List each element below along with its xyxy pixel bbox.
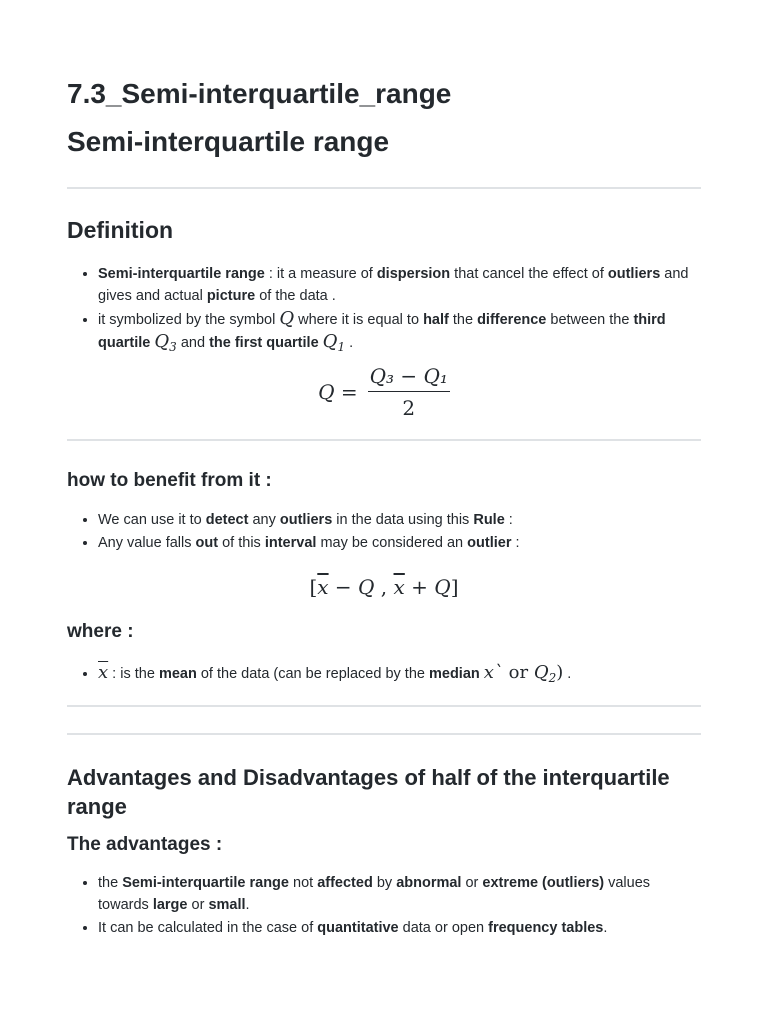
xbar-symbol: $\overline{x}$ [317,575,329,599]
text: values towards [98,875,651,913]
page-subtitle: Semi-interquartile range [67,126,390,157]
interval-right: $\overline{x} + Q$ [393,575,451,599]
fraction-denominator: 2 [402,396,416,420]
math-letter: Q [533,662,549,683]
text: of the data . [255,288,336,304]
term: outliers [607,266,661,282]
text: may be considered an [316,535,468,551]
term: interval [264,535,317,551]
math-symbol [534,662,556,683]
text: the [448,312,478,328]
text: . [563,666,572,682]
definition-list [67,263,701,354]
term: small [208,897,246,913]
subsection-heading-advantages: The advantages : [67,834,223,855]
text: any [248,512,280,528]
list-item [98,509,701,531]
term: affected [317,875,373,891]
section-heading-advantages-disadvantages: Advantages and Disadvantages of half of the interquartile range [67,765,670,819]
formula-lhs: Q = [318,380,358,404]
text: that cancel the effect of [450,266,608,282]
text: : [511,535,520,551]
section-heading-definition: Definition [67,217,174,243]
divider [67,187,701,189]
term: Rule [473,512,505,528]
section-heading-where: where : [67,621,134,642]
term: Semi-interquartile range [122,875,289,891]
interval-separator: , [374,575,394,599]
text: data or open [398,920,489,936]
text: by [372,875,397,891]
list-item [98,872,701,916]
term: quantitative [317,920,399,936]
math-word: or [502,662,534,683]
interval-left: $\overline{x} - Q$ [317,575,375,599]
bracket-close: ] [450,575,459,599]
xbar-symbol: $\overline{x}$ [393,575,405,599]
math-subscript: 1 [337,340,346,354]
term: Semi-interquartile range [98,266,265,282]
fraction [368,364,450,420]
term: third quartile [98,312,666,351]
term: difference [477,312,547,328]
divider [67,733,701,735]
text: : it a measure of [264,266,377,282]
text: and gives and actual [98,266,689,304]
text: in the data using this [332,512,474,528]
term: detect [205,512,249,528]
list-item [98,308,701,354]
xbar-symbol: $\overline{x}$ [98,662,109,683]
math-symbol: x` [483,662,503,683]
formula-interval [67,572,701,602]
section-heading-benefit: how to benefit from it : [67,470,272,491]
text: it symbolized by the symbol [98,312,280,328]
math-symbol [323,331,345,352]
term: abnormal [396,875,462,891]
text: or [461,875,483,891]
text: It can be calculated in the case of [98,920,318,936]
math-subscript: 3 [169,340,177,354]
text: : [504,512,513,528]
text: of this [218,535,265,551]
page-title: 7.3_Semi-interquartile_range [67,78,452,109]
term: mean [158,666,197,682]
term: dispersion [376,266,451,282]
benefit-list [67,509,701,554]
term: outlier [467,535,512,551]
term: outliers [279,512,333,528]
text: the [98,875,123,891]
divider [67,705,701,707]
term: frequency tables [488,920,604,936]
text: . [245,897,250,913]
advantages-list [67,872,701,939]
term: median [428,666,480,682]
text: not [288,875,318,891]
math-symbol: Q [279,308,295,329]
math-letter: Q [154,331,170,352]
term: large [152,897,188,913]
where-list [67,662,701,685]
text: . [345,335,354,351]
text: or [187,897,209,913]
term: picture [206,288,256,304]
math-letter: Q [322,331,338,352]
text: . [603,920,608,936]
list-item [98,917,701,939]
bracket-open: [ [309,575,318,599]
math-subscript: 2 [548,671,557,685]
term: the first quartile [209,335,319,351]
fraction-numerator: Q₃ − Q₁ [368,364,450,392]
term: out [195,535,219,551]
text: We can use it to [98,512,206,528]
divider [67,439,701,441]
math-paren: ) [556,662,564,683]
formula-semi-iqr [67,364,701,420]
text: of the data (can be replaced by the [196,666,429,682]
term: half [423,312,449,328]
list-item [98,532,701,554]
text: where it is equal to [294,312,424,328]
text: and [176,335,210,351]
list-item [98,662,701,685]
term: extreme (outliers) [482,875,605,891]
text: Any value falls [98,535,196,551]
list-item [98,263,701,307]
text: : is the [108,666,159,682]
text: between the [546,312,634,328]
math-symbol [154,331,176,352]
